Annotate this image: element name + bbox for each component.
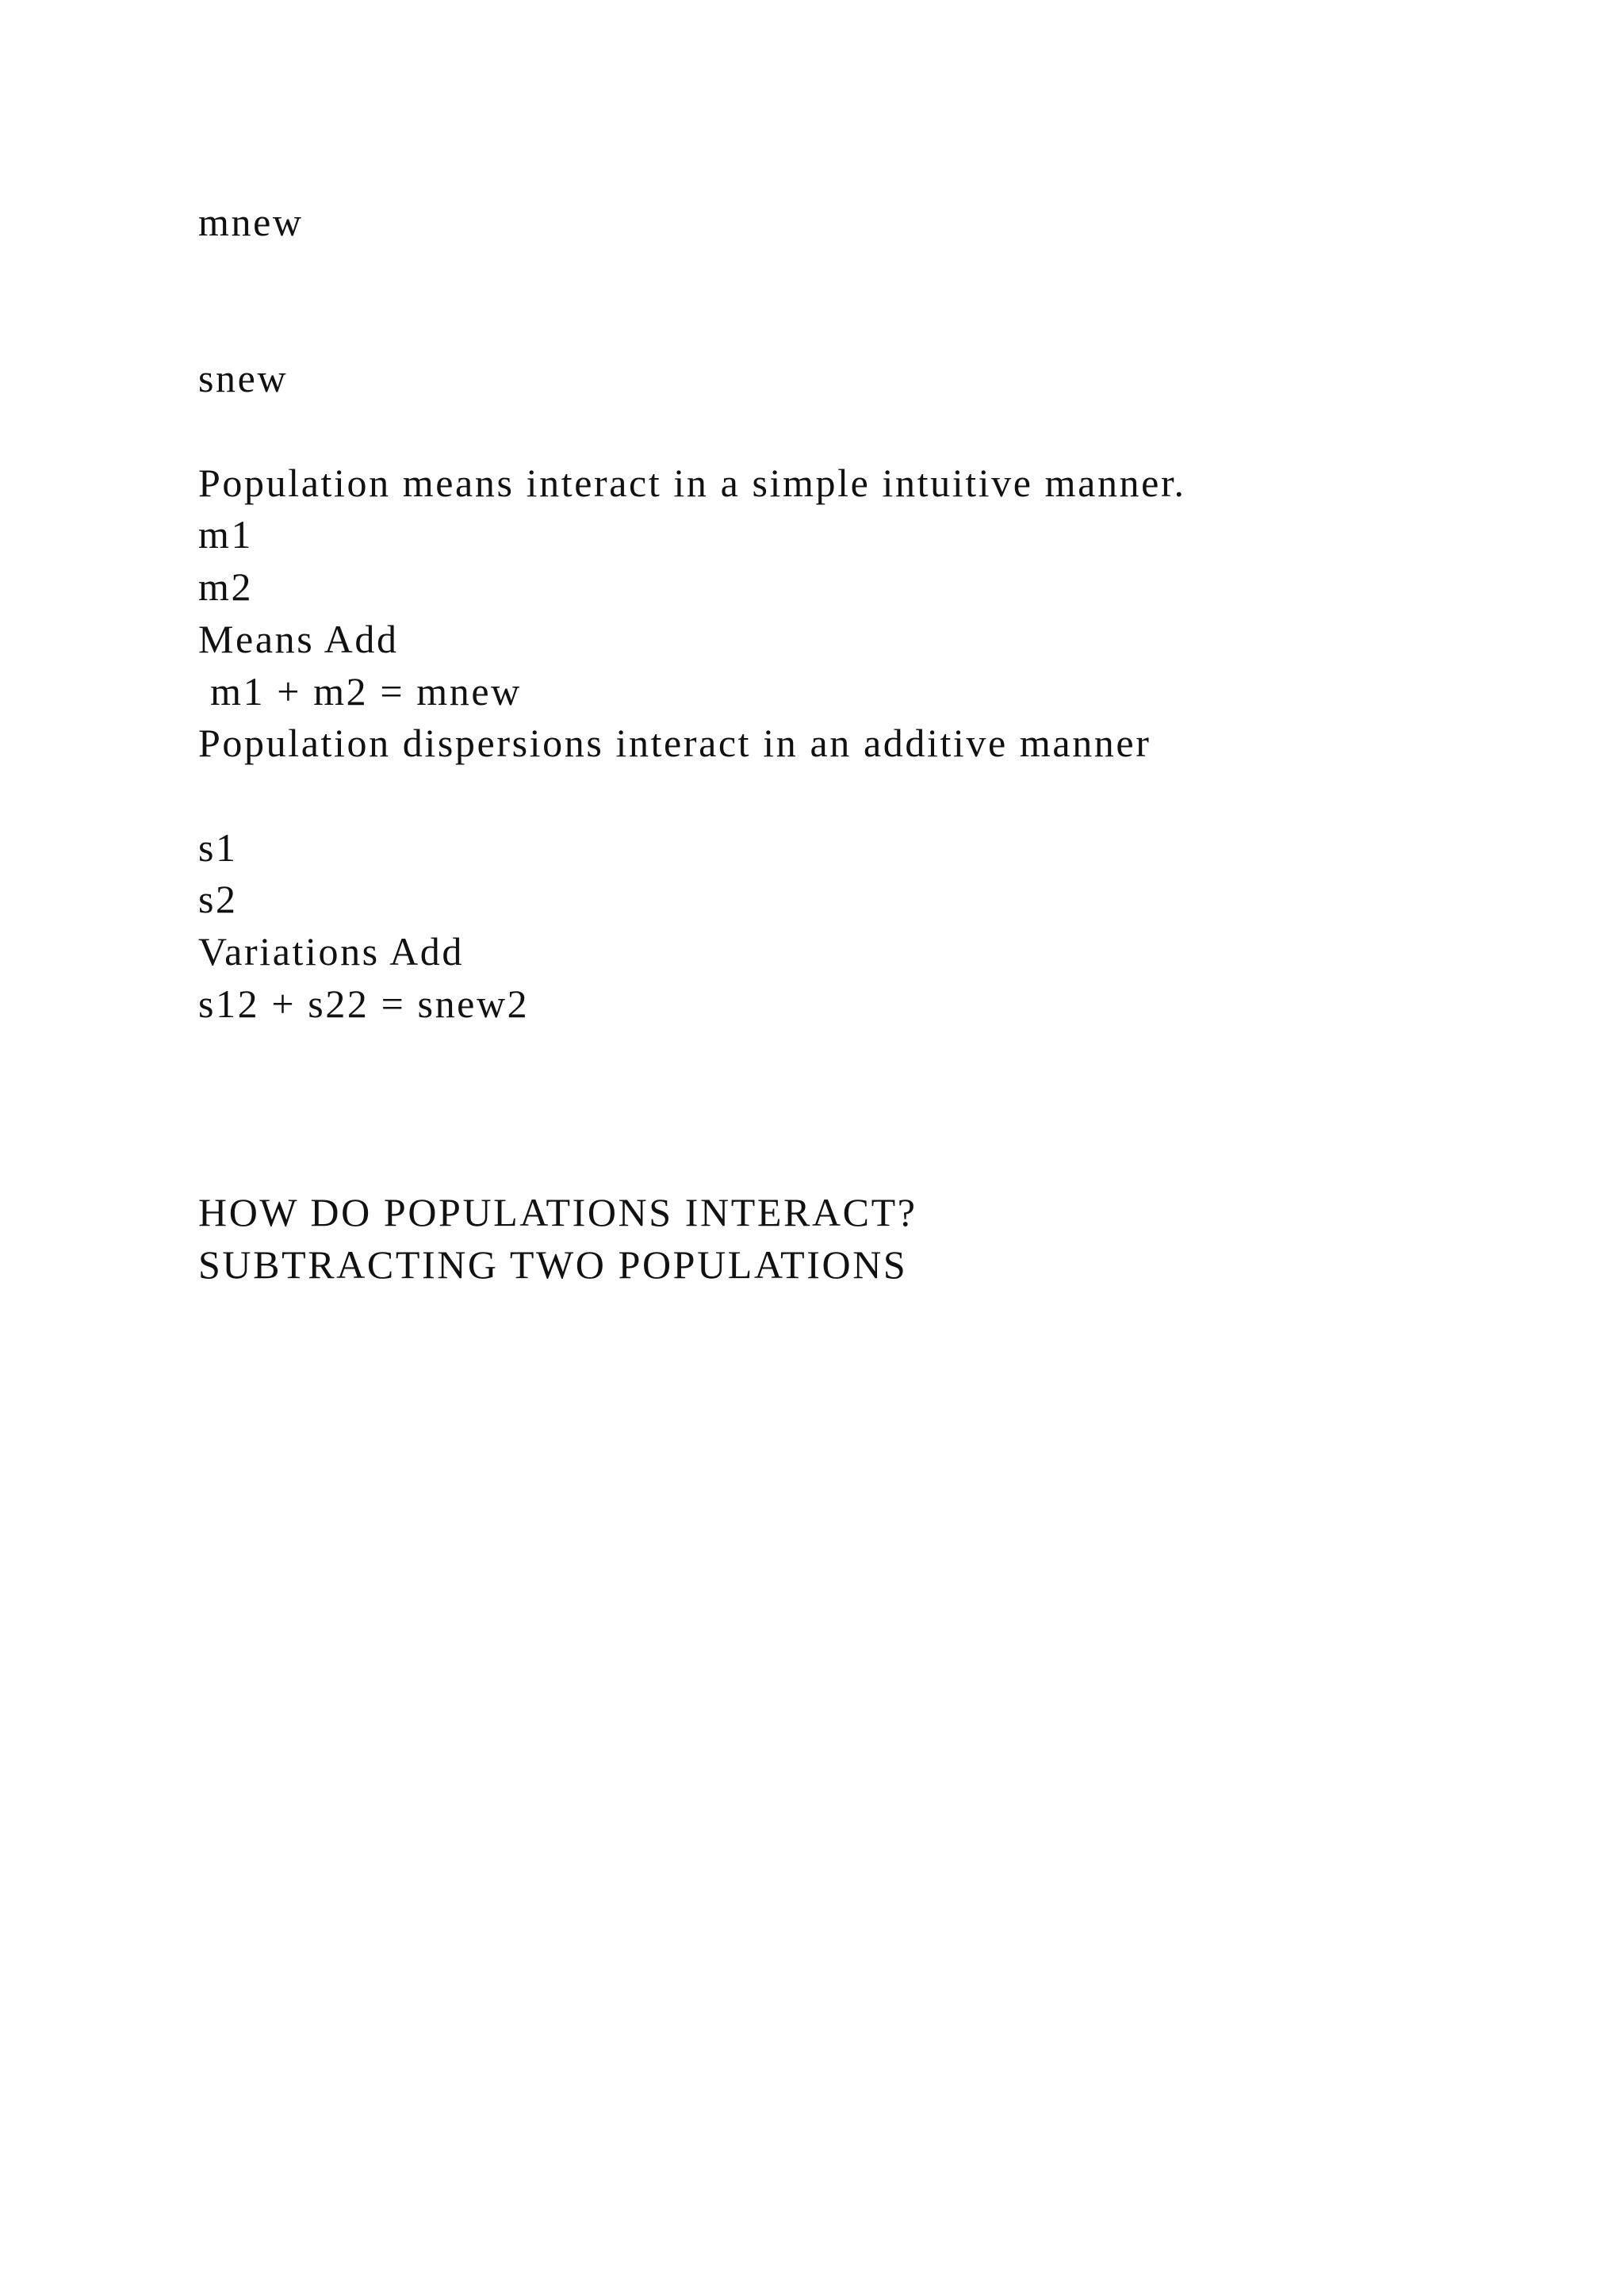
means-equation: m1 + m2 = mnew (198, 669, 522, 714)
label-mnew: mnew (198, 200, 304, 244)
label-m2: m2 (198, 564, 254, 609)
label-s2: s2 (198, 877, 238, 921)
section-title-interact: HOW DO POPULATIONS INTERACT? (198, 1190, 917, 1234)
dispersions-statement: Population dispersions interact in an additive manner (198, 721, 1151, 765)
section-title-subtract: SUBTRACTING TWO POPULATIONS (198, 1242, 908, 1287)
label-snew: snew (198, 356, 289, 400)
variations-add-heading: Variations Add (198, 929, 464, 974)
label-s1: s1 (198, 825, 238, 870)
means-add-heading: Means Add (198, 617, 399, 661)
label-m1: m1 (198, 512, 254, 557)
means-statement: Population means interact in a simple intuitive manner. (198, 461, 1186, 505)
variations-equation: s12 + s22 = snew2 (198, 982, 530, 1026)
